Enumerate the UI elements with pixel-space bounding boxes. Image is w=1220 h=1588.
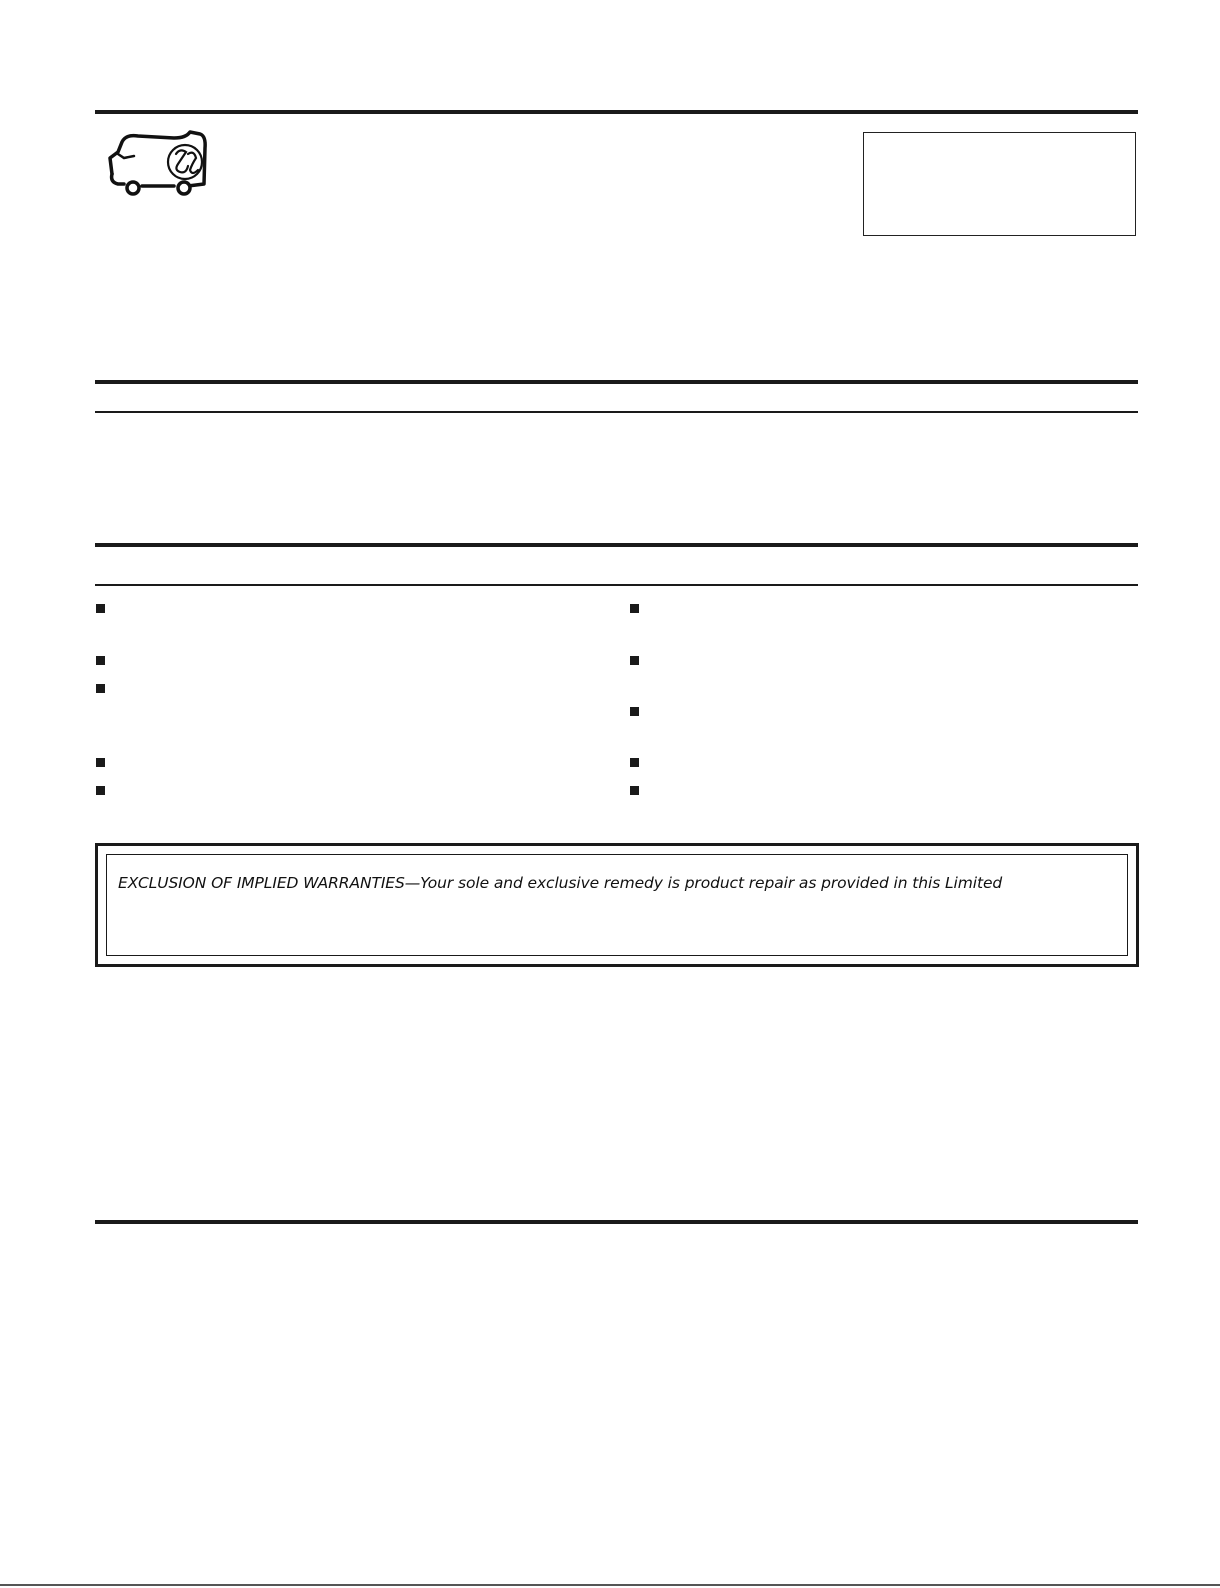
exclusion-box — [95, 843, 1139, 967]
info-box — [863, 132, 1136, 236]
exclusion-text: EXCLUSION OF IMPLIED WARRANTIES—Your sole and exclusive remedy is product repair as provided in this Limited — [118, 874, 1003, 892]
footer-rule — [95, 1220, 1138, 1224]
bullet-icon — [630, 758, 639, 767]
bullet-icon — [96, 786, 105, 795]
section-subrule — [95, 411, 1138, 413]
bullet-icon — [630, 656, 639, 665]
header-rule — [95, 110, 1138, 114]
bullet-icon — [96, 684, 105, 693]
ge-service-truck-icon — [104, 128, 212, 200]
bullet-icon — [630, 707, 639, 716]
section-rule — [95, 380, 1138, 384]
page-bottom-rule — [0, 1584, 1220, 1586]
bullet-icon — [630, 786, 639, 795]
bullet-icon — [96, 604, 105, 613]
bullet-icon — [96, 656, 105, 665]
bullet-icon — [630, 604, 639, 613]
section-subrule — [95, 584, 1138, 586]
exclusion-box-inner — [106, 854, 1128, 956]
section-rule — [95, 543, 1138, 547]
bullet-icon — [96, 758, 105, 767]
